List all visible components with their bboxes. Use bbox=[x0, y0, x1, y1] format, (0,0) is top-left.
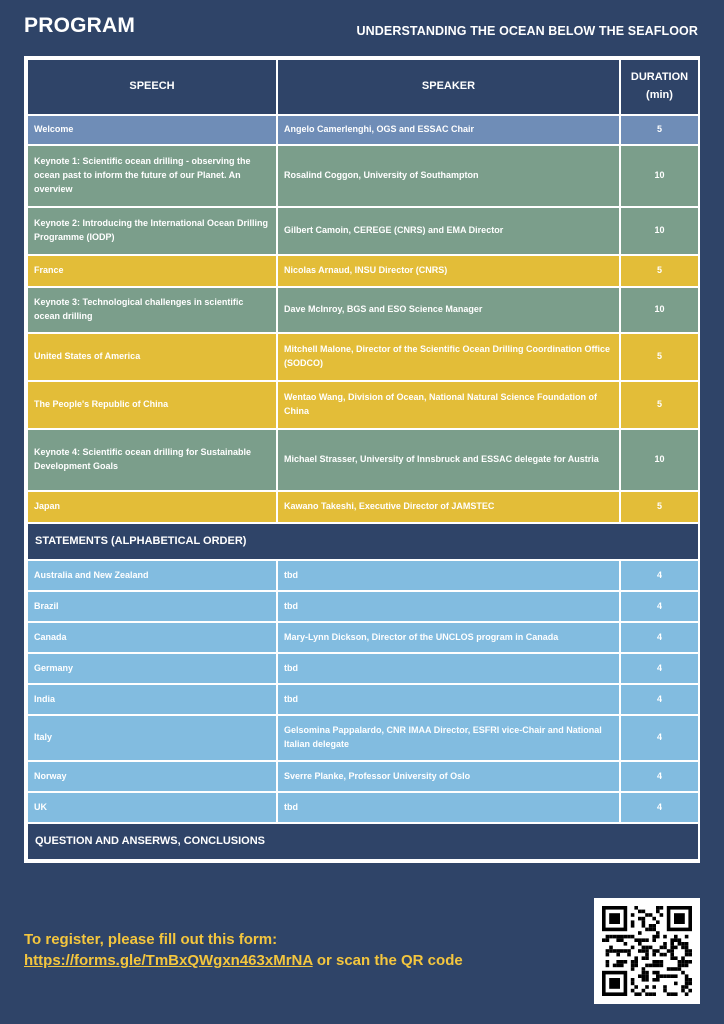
qr-module bbox=[606, 960, 610, 964]
register-link[interactable]: https://forms.gle/TmBxQWgxn463xMrNA bbox=[24, 952, 313, 969]
qr-module bbox=[624, 935, 628, 939]
program-speech-cell: France bbox=[27, 255, 277, 287]
qr-module bbox=[674, 967, 678, 971]
col-header-duration-label: DURATION bbox=[630, 71, 689, 84]
qr-module bbox=[685, 985, 689, 989]
qr-module bbox=[685, 942, 689, 946]
qr-module bbox=[652, 964, 656, 968]
program-speaker-cell: Wentao Wang, Division of Ocean, National Natural Science Foundation of China bbox=[277, 381, 620, 429]
qr-code-graphic bbox=[594, 898, 700, 1004]
qr-module bbox=[649, 924, 653, 928]
qr-module bbox=[631, 920, 635, 924]
statement-duration-cell: 4 bbox=[620, 591, 699, 622]
col-header-speaker: SPEAKER bbox=[277, 59, 620, 115]
qr-module bbox=[616, 935, 620, 939]
program-speech-cell: Keynote 2: Introducing the International Ocean Drilling Programme (IODP) bbox=[27, 207, 277, 255]
program-duration-cell: 5 bbox=[620, 381, 699, 429]
program-speech-cell: Keynote 3: Technological challenges in scientific ocean drilling bbox=[27, 287, 277, 333]
qr-module bbox=[642, 949, 646, 953]
qr-module bbox=[645, 956, 649, 960]
qr-module bbox=[663, 974, 667, 978]
program-row bbox=[27, 491, 699, 523]
qr-module bbox=[656, 978, 660, 982]
qr-module bbox=[670, 942, 674, 946]
program-row bbox=[27, 207, 699, 255]
qr-module bbox=[667, 974, 671, 978]
statement-speaker-cell: Mary-Lynn Dickson, Director of the UNCLOS program in Canada bbox=[277, 622, 620, 653]
register-text bbox=[24, 929, 463, 971]
program-row bbox=[27, 333, 699, 381]
qr-module bbox=[631, 935, 635, 939]
statement-speech-cell: Italy bbox=[27, 715, 277, 761]
qr-code-icon[interactable] bbox=[594, 898, 700, 1004]
qr-module bbox=[685, 953, 689, 957]
qr-module bbox=[656, 931, 660, 935]
program-row bbox=[27, 115, 699, 145]
qr-module bbox=[678, 942, 682, 946]
qr-module bbox=[631, 989, 635, 993]
statements-body bbox=[27, 560, 699, 823]
qr-module bbox=[638, 917, 642, 921]
qr-module bbox=[652, 953, 656, 957]
qr-module bbox=[663, 989, 667, 993]
qr-module bbox=[674, 982, 678, 986]
qr-module bbox=[688, 989, 692, 993]
qr-module bbox=[667, 967, 671, 971]
program-duration-cell: 5 bbox=[620, 115, 699, 145]
qr-module bbox=[649, 913, 653, 917]
program-row bbox=[27, 255, 699, 287]
statement-duration-cell: 4 bbox=[620, 653, 699, 684]
col-header-speech: SPEECH bbox=[27, 59, 277, 115]
program-speaker-cell: Michael Strasser, University of Innsbruck and ESSAC delegate for Austria bbox=[277, 429, 620, 491]
qr-module bbox=[631, 978, 635, 982]
statement-speaker-cell: tbd bbox=[277, 591, 620, 622]
qr-module bbox=[616, 949, 620, 953]
program-speech-cell: Keynote 1: Scientific ocean drilling - observing the ocean past to inform the future of our Planet. An overview bbox=[27, 145, 277, 207]
qr-module bbox=[667, 992, 671, 996]
statement-speaker-cell: tbd bbox=[277, 653, 620, 684]
qr-module bbox=[642, 910, 646, 914]
qr-module bbox=[681, 971, 685, 975]
qr-module bbox=[660, 964, 664, 968]
qr-module bbox=[663, 935, 667, 939]
qr-module bbox=[652, 928, 656, 932]
program-speaker-cell: Angelo Camerlenghi, OGS and ESSAC Chair bbox=[277, 115, 620, 145]
qr-module bbox=[627, 949, 631, 953]
qr-module bbox=[616, 960, 620, 964]
qr-module bbox=[685, 974, 689, 978]
qr-module bbox=[685, 960, 689, 964]
qr-module bbox=[649, 992, 653, 996]
qr-module bbox=[685, 978, 689, 982]
qr-module bbox=[652, 971, 656, 975]
qr-module bbox=[663, 953, 667, 957]
statement-speech-cell: Brazil bbox=[27, 591, 277, 622]
col-header-duration-unit: (min) bbox=[646, 89, 673, 101]
qr-module bbox=[645, 971, 649, 975]
qr-module bbox=[656, 920, 660, 924]
qr-module bbox=[645, 985, 649, 989]
qr-module bbox=[645, 953, 649, 957]
program-speech-cell: United States of America bbox=[27, 333, 277, 381]
qr-module bbox=[638, 938, 642, 942]
qr-module bbox=[681, 942, 685, 946]
qr-module bbox=[634, 938, 638, 942]
qr-module bbox=[652, 938, 656, 942]
statement-speech-cell: Canada bbox=[27, 622, 277, 653]
qr-module bbox=[606, 964, 610, 968]
qr-module bbox=[681, 989, 685, 993]
qr-module bbox=[606, 938, 610, 942]
qr-module bbox=[645, 974, 649, 978]
register-after-link: or scan the QR code bbox=[312, 952, 463, 969]
qr-module bbox=[627, 935, 631, 939]
qr-module bbox=[674, 974, 678, 978]
program-speech-cell: The People's Republic of China bbox=[27, 381, 277, 429]
qr-module bbox=[642, 938, 646, 942]
statement-row bbox=[27, 792, 699, 823]
qr-module bbox=[645, 964, 649, 968]
qr-module bbox=[634, 906, 638, 910]
qr-module bbox=[609, 946, 613, 950]
qr-module bbox=[624, 960, 628, 964]
statement-row bbox=[27, 684, 699, 715]
qr-module bbox=[631, 964, 635, 968]
qr-module bbox=[656, 971, 660, 975]
qr-module bbox=[678, 960, 682, 964]
qr-module bbox=[652, 924, 656, 928]
qr-module bbox=[616, 938, 620, 942]
statement-speech-cell: India bbox=[27, 684, 277, 715]
program-duration-cell: 10 bbox=[620, 287, 699, 333]
qr-module bbox=[660, 953, 664, 957]
statement-speech-cell: Norway bbox=[27, 761, 277, 792]
qr-module bbox=[660, 960, 664, 964]
qr-module bbox=[688, 949, 692, 953]
statements-section bbox=[27, 523, 699, 560]
program-speaker-cell: Nicolas Arnaud, INSU Director (CNRS) bbox=[277, 255, 620, 287]
qr-module bbox=[642, 967, 646, 971]
page-subtitle: UNDERSTANDING THE OCEAN BELOW THE SEAFLOOR bbox=[356, 24, 698, 38]
qr-module bbox=[645, 913, 649, 917]
qr-module bbox=[656, 964, 660, 968]
statement-duration-cell: 4 bbox=[620, 715, 699, 761]
statement-row bbox=[27, 622, 699, 653]
qr-module bbox=[685, 949, 689, 953]
qr-module bbox=[609, 949, 613, 953]
statement-speaker-cell: tbd bbox=[277, 560, 620, 591]
program-speaker-cell: Dave McInroy, BGS and ESO Science Manager bbox=[277, 287, 620, 333]
program-row bbox=[27, 145, 699, 207]
qr-module bbox=[674, 938, 678, 942]
statement-row bbox=[27, 715, 699, 761]
qr-module bbox=[631, 960, 635, 964]
qr-module bbox=[645, 938, 649, 942]
program-duration-cell: 5 bbox=[620, 333, 699, 381]
qr-module bbox=[631, 946, 635, 950]
qr-module bbox=[638, 910, 642, 914]
statement-duration-cell: 4 bbox=[620, 792, 699, 823]
program-duration-cell: 5 bbox=[620, 255, 699, 287]
qr-module bbox=[688, 953, 692, 957]
program-speech-cell: Keynote 4: Scientific ocean drilling for Sustainable Development Goals bbox=[27, 429, 277, 491]
qr-module bbox=[645, 949, 649, 953]
qr-module bbox=[678, 938, 682, 942]
qr-module bbox=[674, 946, 678, 950]
qr-module bbox=[652, 992, 656, 996]
qr-module bbox=[638, 974, 642, 978]
qr-module bbox=[681, 985, 685, 989]
qr-module bbox=[656, 974, 660, 978]
qr-module bbox=[616, 964, 620, 968]
statement-row bbox=[27, 591, 699, 622]
qr-module bbox=[652, 949, 656, 953]
qr-module bbox=[656, 910, 660, 914]
qr-module bbox=[652, 985, 656, 989]
qr-module bbox=[642, 971, 646, 975]
qr-module bbox=[631, 982, 635, 986]
qr-module bbox=[645, 992, 649, 996]
qr-module bbox=[620, 935, 624, 939]
qr-module bbox=[634, 992, 638, 996]
qr-module bbox=[660, 946, 664, 950]
qr-module bbox=[606, 953, 610, 957]
statement-speech-cell: Germany bbox=[27, 653, 277, 684]
qr-module bbox=[681, 964, 685, 968]
qr-module bbox=[688, 982, 692, 986]
qr-module bbox=[652, 935, 656, 939]
table-header-row bbox=[27, 59, 699, 115]
qr-module bbox=[649, 964, 653, 968]
qr-module bbox=[620, 949, 624, 953]
program-row bbox=[27, 429, 699, 491]
statement-speech-cell: UK bbox=[27, 792, 277, 823]
qr-module bbox=[638, 992, 642, 996]
qr-module bbox=[685, 964, 689, 968]
qr-module bbox=[656, 906, 660, 910]
qr-module bbox=[642, 924, 646, 928]
qr-module bbox=[678, 967, 682, 971]
closing-heading: QUESTION AND ANSERWS, CONCLUSIONS bbox=[27, 823, 699, 860]
statement-row bbox=[27, 761, 699, 792]
qr-module bbox=[620, 938, 624, 942]
qr-module bbox=[642, 974, 646, 978]
qr-module bbox=[667, 949, 671, 953]
qr-module bbox=[620, 960, 624, 964]
qr-module bbox=[652, 960, 656, 964]
qr-module bbox=[681, 956, 685, 960]
qr-module bbox=[634, 964, 638, 968]
statement-speaker-cell: tbd bbox=[277, 684, 620, 715]
program-speaker-cell: Rosalind Coggon, University of Southampton bbox=[277, 145, 620, 207]
program-speaker-cell: Mitchell Malone, Director of the Scientific Ocean Drilling Coordination Office (SODCO) bbox=[277, 333, 620, 381]
col-header-duration bbox=[620, 59, 699, 115]
qr-module bbox=[670, 949, 674, 953]
qr-module bbox=[616, 953, 620, 957]
qr-module bbox=[688, 960, 692, 964]
qr-module bbox=[609, 978, 620, 989]
statements-heading-row bbox=[27, 523, 699, 560]
closing-row bbox=[27, 823, 699, 860]
qr-module bbox=[652, 917, 656, 921]
qr-module bbox=[631, 967, 635, 971]
statement-duration-cell: 4 bbox=[620, 761, 699, 792]
qr-module bbox=[663, 942, 667, 946]
qr-module bbox=[688, 978, 692, 982]
qr-module bbox=[634, 956, 638, 960]
qr-module bbox=[613, 964, 617, 968]
qr-module bbox=[631, 913, 635, 917]
program-table bbox=[26, 58, 700, 861]
qr-module bbox=[609, 913, 620, 924]
qr-module bbox=[649, 928, 653, 932]
program-duration-cell: 10 bbox=[620, 429, 699, 491]
qr-module bbox=[685, 946, 689, 950]
qr-module bbox=[656, 935, 660, 939]
statement-speaker-cell: Sverre Planke, Professor University of Oslo bbox=[277, 761, 620, 792]
qr-module bbox=[674, 935, 678, 939]
qr-module bbox=[609, 935, 613, 939]
program-speaker-cell: Kawano Takeshi, Executive Director of JAMSTEC bbox=[277, 491, 620, 523]
program-duration-cell: 10 bbox=[620, 207, 699, 255]
qr-module bbox=[624, 942, 628, 946]
qr-module bbox=[642, 917, 646, 921]
qr-module bbox=[606, 935, 610, 939]
qr-module bbox=[660, 974, 664, 978]
qr-module bbox=[642, 989, 646, 993]
qr-module bbox=[642, 978, 646, 982]
qr-module bbox=[670, 992, 674, 996]
qr-module bbox=[642, 946, 646, 950]
qr-module bbox=[634, 985, 638, 989]
qr-module bbox=[674, 956, 678, 960]
qr-module bbox=[645, 978, 649, 982]
program-duration-cell: 5 bbox=[620, 491, 699, 523]
statement-speaker-cell: tbd bbox=[277, 792, 620, 823]
qr-module bbox=[620, 964, 624, 968]
qr-module bbox=[681, 946, 685, 950]
program-table-wrap bbox=[24, 56, 700, 863]
qr-module bbox=[627, 953, 631, 957]
qr-module bbox=[642, 920, 646, 924]
statements-heading: STATEMENTS (ALPHABETICAL ORDER) bbox=[27, 523, 699, 560]
program-speech-cell: Welcome bbox=[27, 115, 277, 145]
qr-module bbox=[645, 928, 649, 932]
qr-module bbox=[645, 946, 649, 950]
qr-module bbox=[660, 906, 664, 910]
qr-module bbox=[613, 935, 617, 939]
qr-module bbox=[634, 960, 638, 964]
program-body bbox=[27, 115, 699, 523]
page-title: PROGRAM bbox=[24, 14, 136, 37]
statement-duration-cell: 4 bbox=[620, 622, 699, 653]
qr-module bbox=[674, 992, 678, 996]
qr-module bbox=[656, 949, 660, 953]
qr-module bbox=[674, 913, 685, 924]
qr-module bbox=[685, 982, 689, 986]
qr-module bbox=[670, 946, 674, 950]
statement-duration-cell: 4 bbox=[620, 560, 699, 591]
qr-module bbox=[638, 931, 642, 935]
qr-module bbox=[613, 949, 617, 953]
qr-module bbox=[663, 985, 667, 989]
qr-module bbox=[670, 967, 674, 971]
qr-module bbox=[670, 974, 674, 978]
register-line: To register, please fill out this form: bbox=[24, 931, 278, 948]
statement-row bbox=[27, 653, 699, 684]
qr-module bbox=[649, 946, 653, 950]
qr-module bbox=[663, 946, 667, 950]
closing-section bbox=[27, 823, 699, 860]
program-speech-cell: Japan bbox=[27, 491, 277, 523]
program-row bbox=[27, 381, 699, 429]
qr-module bbox=[656, 960, 660, 964]
qr-module bbox=[631, 924, 635, 928]
qr-module bbox=[685, 992, 689, 996]
qr-module bbox=[681, 960, 685, 964]
qr-module bbox=[606, 949, 610, 953]
qr-module bbox=[652, 978, 656, 982]
qr-module bbox=[602, 938, 606, 942]
statement-speech-cell: Australia and New Zealand bbox=[27, 560, 277, 591]
qr-module bbox=[670, 956, 674, 960]
qr-module bbox=[678, 964, 682, 968]
qr-module bbox=[638, 949, 642, 953]
statement-duration-cell: 4 bbox=[620, 684, 699, 715]
qr-module bbox=[670, 938, 674, 942]
program-speaker-cell: Gilbert Camoin, CEREGE (CNRS) and EMA Director bbox=[277, 207, 620, 255]
qr-module bbox=[660, 913, 664, 917]
qr-module bbox=[642, 956, 646, 960]
program-duration-cell: 10 bbox=[620, 145, 699, 207]
statement-speaker-cell: Gelsomina Pappalardo, CNR IMAA Director, ESFRI vice-Chair and National Italian delegate bbox=[277, 715, 620, 761]
qr-module bbox=[670, 953, 674, 957]
qr-module bbox=[624, 949, 628, 953]
qr-module bbox=[638, 942, 642, 946]
program-row bbox=[27, 287, 699, 333]
qr-module bbox=[685, 935, 689, 939]
statement-row bbox=[27, 560, 699, 591]
